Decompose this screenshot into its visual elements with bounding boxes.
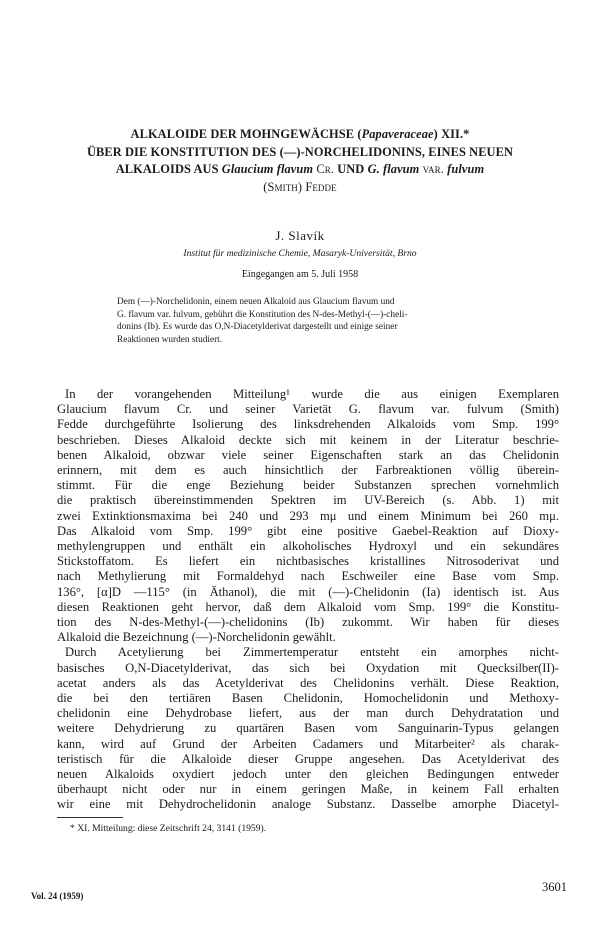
body-line: erinnern, mit dem es auch hinsichtlich der Farbreaktionen völlig überein- bbox=[57, 463, 559, 478]
body-line: wir eine mit Dehydrochelidonin analoge Substanz. Dasselbe amorphe Diacetyl- bbox=[57, 797, 559, 812]
body-line: Alkaloid die Bezeichnung (—)-Norchelidonin gewählt. bbox=[57, 630, 336, 645]
footnote-divider bbox=[57, 817, 123, 818]
abstract-line: Reaktionen wurden studiert. bbox=[117, 334, 223, 345]
article-title bbox=[30, 126, 570, 196]
body-line: Fedde durchgeführte Isolierung des linksdrehenden Alkaloids vom Smp. 199° bbox=[57, 417, 559, 432]
body-line: 136°, [α]D —115° (in Äthanol), die mit (—)-Chelidonin (Ia) identisch ist. Aus bbox=[57, 584, 559, 599]
abstract-line: donins (Ib). Es wurde das O,N-Diacetylderivat dargestellt und einige seiner bbox=[117, 322, 398, 333]
received-date: Eingegangen am 5. Juli 1958 bbox=[241, 269, 359, 280]
body-line: stimmt. Für die enge Beziehung beider Substanzen sprechen vornehmlich bbox=[57, 478, 559, 493]
abstract-line: G. flavum var. fulvum, gebührt die Konstitution des N-des-Methyl-(—)-cheli- bbox=[117, 309, 408, 320]
body-line: benen Alkaloid, obzwar viele seiner Eigenschaften stark an das Chelidonin bbox=[57, 447, 559, 462]
title-line-1: ALKALOIDE DER MOHNGEWÄCHSE (Papaveraceae) XII.* bbox=[130, 127, 470, 141]
body-line: neuen Alkaloids oxydiert jedoch unter den gleichen Bedingungen entweder bbox=[57, 767, 559, 782]
body-line: die praktisch übereinstimmenden Spektren im UV-Bereich (s. Abb. 1) mit bbox=[57, 493, 559, 508]
body-line: methylengruppen und enthält ein alkoholisches Hydroxyl und ein sekundäres bbox=[57, 539, 559, 554]
body-line: chelidonin eine Dehydrobase liefert, aus der man durch Dehydratation und bbox=[57, 706, 559, 721]
body-line: zwei Extinktionsmaxima bei 240 und 293 mμ und einem Minimum bei 260 mμ. bbox=[57, 508, 559, 523]
body-line: die bei den tertiären Basen Chelidonin, Homochelidonin und Methoxy- bbox=[57, 691, 559, 706]
body-line: acetat anders als das Acetylderivat des Chelidonins verhält. Diese Reaktion, bbox=[57, 675, 559, 690]
body-line: Stickstoffatom. Es liefert ein nichtbasisches kristallines Nitrosoderivat und bbox=[57, 554, 559, 569]
abstract bbox=[117, 296, 529, 346]
body-text bbox=[57, 387, 559, 813]
body-line: kann, wird auf Grund der Arbeiten Cadamers und Mitarbeiter² als charak- bbox=[57, 736, 559, 751]
title-line-4: (Smith) Fedde bbox=[263, 179, 337, 194]
title-line-3: ALKALOIDS AUS Glaucium flavum Cr. UND G. flavum var. fulvum bbox=[115, 162, 485, 176]
body-line: Das Alkaloid vom Smp. 199° gibt eine positive Gaebel-Reaktion auf Dioxy- bbox=[57, 523, 559, 538]
body-line: weitere Dehydrierung zu quartären Basen vom Sanguinarin-Typus gelangen bbox=[57, 721, 559, 736]
body-line: In der vorangehenden Mitteilung¹ wurde die aus einigen Exemplaren bbox=[65, 387, 559, 401]
body-line: basisches O,N-Diacetylderivat, das sich bei Oxydation mit Quecksilber(II)- bbox=[57, 660, 559, 675]
body-line: Glaucium flavum Cr. und seiner Varietät G. flavum var. fulvum (Smith) bbox=[57, 402, 559, 417]
author-affiliation: Institut für medizinische Chemie, Masaryk-Universität, Brno bbox=[183, 248, 417, 259]
page-number: 3601 bbox=[542, 880, 567, 894]
footnote: * XI. Mitteilung: diese Zeitschrift 24, 3141 (1959). bbox=[70, 823, 267, 834]
body-line: tion des N-des-Methyl-(—)-chelidonins (Ib) zukommt. Wir haben für dieses bbox=[57, 615, 559, 630]
body-line: diesen Reaktionen geht hervor, daß dem Alkaloid vom Smp. 199° die Konstitu- bbox=[57, 599, 559, 614]
body-line: überhaupt nicht oder nur in einem geringen Maße, in keinem Fall erhalten bbox=[57, 782, 559, 797]
body-line: teristisch für die Alkaloide dieser Gruppe angesehen. Das Acetylderivat des bbox=[57, 751, 559, 766]
body-line: beschrieben. Dieses Alkaloid deckte sich mit keinem in der Literatur beschrie- bbox=[57, 432, 559, 447]
body-line: Durch Acetylierung bei Zimmertemperatur entsteht ein amorphes nicht- bbox=[65, 645, 559, 660]
title-line-2: ÜBER DIE KONSTITUTION DES (—)-NORCHELIDONINS, EINES NEUEN bbox=[86, 144, 514, 159]
abstract-line: Dem (—)-Norchelidonin, einem neuen Alkaloid aus Glaucium flavum und bbox=[117, 297, 395, 307]
author-name: J. Slavík bbox=[275, 228, 325, 243]
body-line: nach Methylierung mit Formaldehyd nach Eschweiler eine Base vom Smp. bbox=[57, 569, 559, 584]
volume-label: Vol. 24 (1959) bbox=[31, 891, 84, 901]
